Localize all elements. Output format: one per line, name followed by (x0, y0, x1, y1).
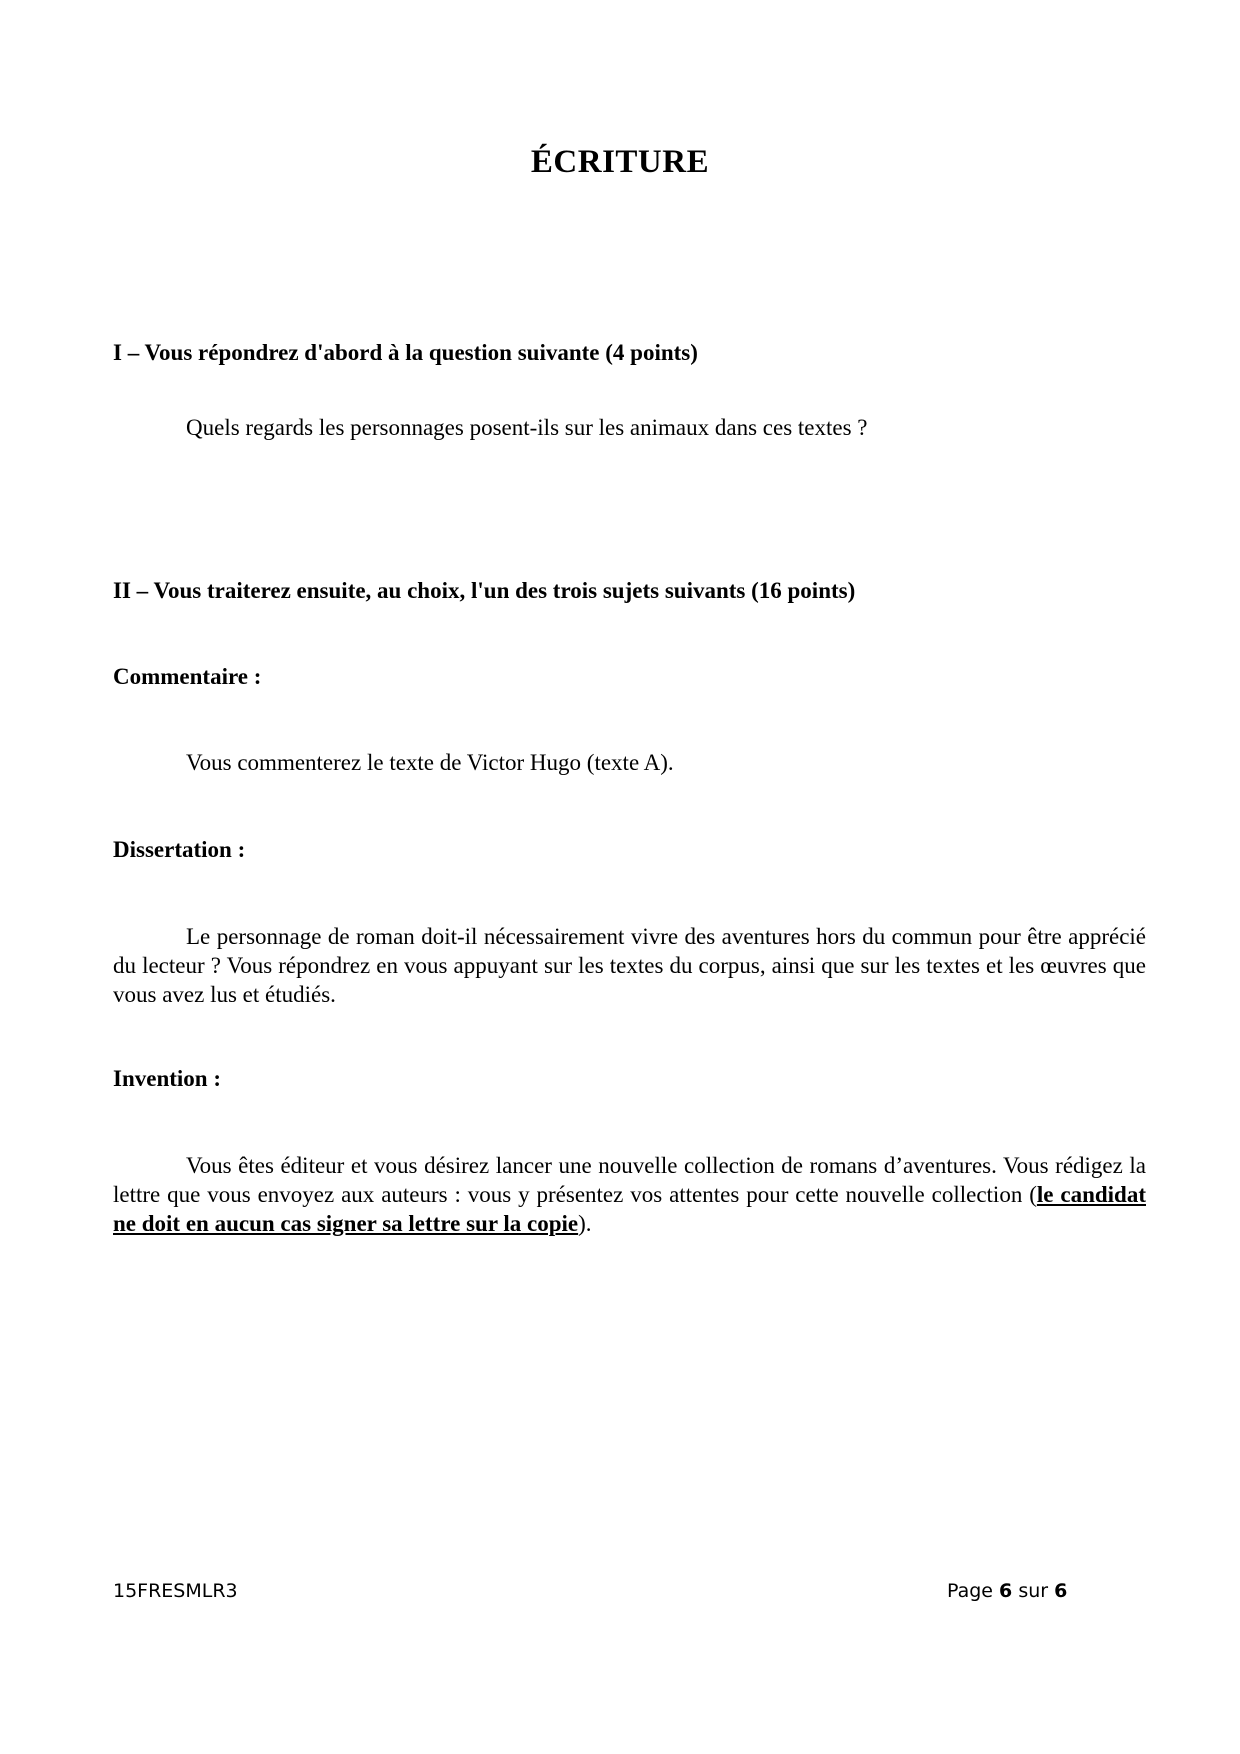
invention-text-after: ). (578, 1211, 592, 1236)
commentaire-label: Commentaire : (113, 664, 262, 689)
footer-page-current: 6 (999, 1580, 1013, 1602)
footer-page-word: Page (947, 1580, 993, 1602)
invention-label: Invention : (113, 1066, 221, 1091)
commentaire-text: Vous commenterez le texte de Victor Hugo (texte A). (186, 750, 674, 775)
invention-warning: le candidat ne doit en aucun cas signer sa lettre sur la copie (113, 1182, 1146, 1236)
footer-page-number (947, 1580, 1067, 1602)
dissertation-label: Dissertation : (113, 837, 246, 862)
footer-page-total: 6 (1054, 1580, 1068, 1602)
part1-question: Quels regards les personnages posent-ils sur les animaux dans ces textes ? (186, 415, 868, 440)
invention-text (113, 1151, 1146, 1238)
dissertation-text: Le personnage de roman doit-il nécessairement vivre des aventures hors du commun pour être apprécié du lecteur ? Vous répondrez en vous appuyant sur les textes du corpus, ainsi que sur les textes et les œuvres que vous avez lus et étudiés. (113, 924, 1146, 1007)
footer-code: 15FRESMLR3 (113, 1580, 238, 1602)
part2-heading: II – Vous traiterez ensuite, au choix, l'un des trois sujets suivants (16 points) (113, 578, 856, 603)
page-title: ÉCRITURE (530, 144, 710, 180)
part1-heading: I – Vous répondrez d'abord à la question suivante (4 points) (113, 340, 698, 365)
invention-text-before: Vous êtes éditeur et vous désirez lancer une nouvelle collection de romans d’aventures. Vous rédigez la lettre que vous envoyez aux auteurs : vous y présentez vos attentes pour cette nouvelle collection ( (113, 1153, 1146, 1207)
footer-page-of: sur (1018, 1580, 1049, 1602)
